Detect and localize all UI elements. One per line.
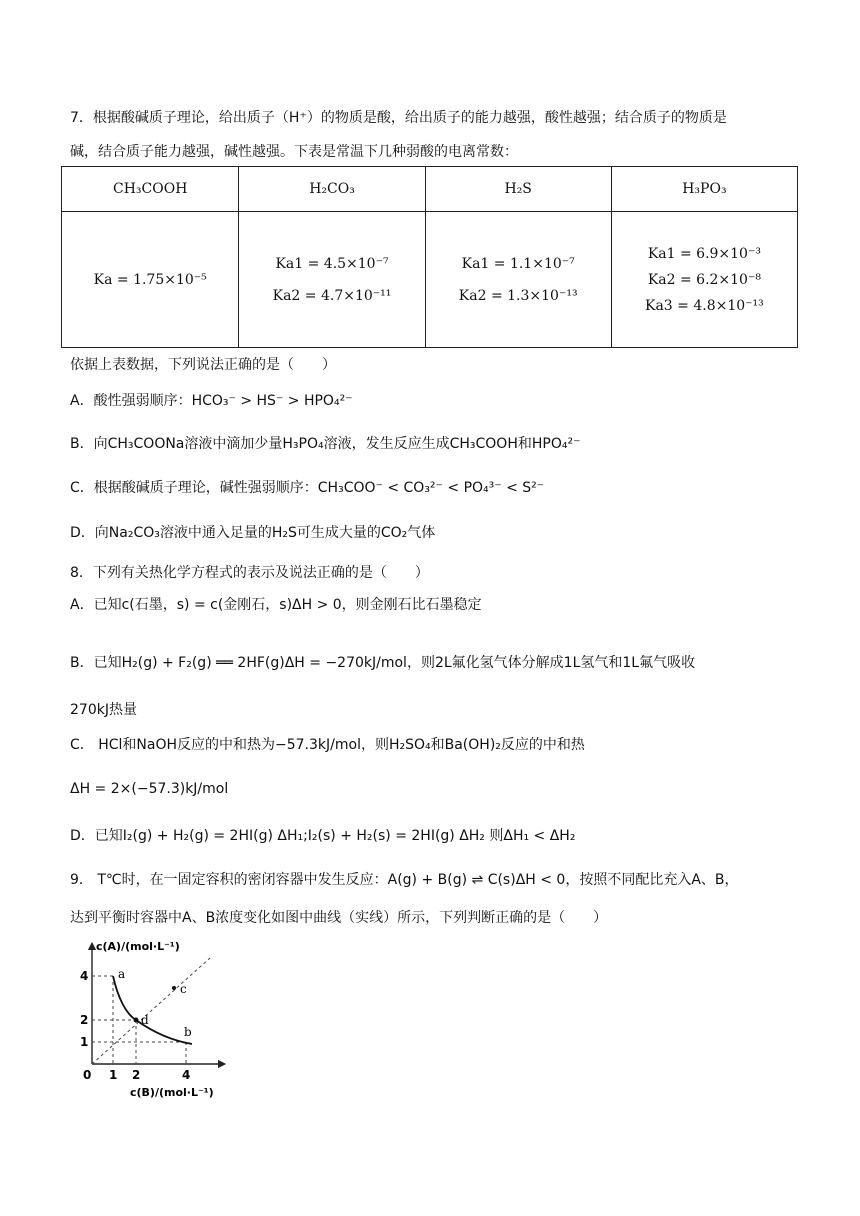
table-cell-h2co3 (239, 212, 425, 348)
q8-option-c-line1: C． HCl和NaOH反应的中和热为−57.3kJ/mol，则H₂SO₄和Ba(OH)₂反应的中和热 (70, 737, 585, 753)
table-cell-h2s (425, 212, 611, 348)
y-tick-1: 1 (80, 1035, 89, 1049)
table-header-h3po3: H₃PO₃ (611, 167, 797, 212)
table-header-ch3cooh: CH₃COOH (62, 167, 239, 212)
x-axis-label: c(B)/(mol·L⁻¹) (130, 1086, 214, 1099)
table-cell-h3po3 (611, 212, 797, 348)
point-c-dot (172, 986, 176, 990)
x-tick-1: 1 (109, 1068, 118, 1082)
ka2-value: Ka2 = 6.2×10⁻⁸ (647, 271, 761, 288)
ionization-constant-table (61, 166, 798, 348)
q7-stem: 依据上表数据，下列说法正确的是（ ） (70, 357, 336, 373)
y-tick-2: 2 (80, 1013, 89, 1027)
q7-option-d: D．向Na₂CO₃溶液中通入足量的H₂S可生成大量的CO₂气体 (70, 525, 436, 541)
q8-option-b-line2: 270kJ热量 (70, 702, 137, 718)
q7-line1: 7．根据酸碱质子理论，给出质子（H⁺）的物质是酸，给出质子的能力越强，酸性越强；结合质子的物质是 (70, 110, 727, 126)
q8-option-a: A．已知c(石墨，s) = c(金刚石，s)ΔH > 0，则金刚石比石墨稳定 (70, 597, 482, 613)
q8-stem: 8．下列有关热化学方程式的表示及说法正确的是（ ） (70, 565, 429, 581)
q8-option-c-line2: ΔH = 2×(−57.3)kJ/mol (70, 781, 229, 797)
ka1-value: Ka1 = 6.9×10⁻³ (647, 245, 761, 262)
q7-option-b: B．向CH₃COONa溶液中滴加少量H₃PO₄溶液，发生反应生成CH₃COOH和HPO₄²⁻ (70, 436, 581, 452)
table-cell-ch3cooh (62, 212, 239, 348)
ka1-value: Ka1 = 4.5×10⁻⁷ (275, 255, 389, 272)
point-b-label: b (184, 1025, 192, 1039)
ka3-value: Ka3 = 4.8×10⁻¹³ (645, 297, 764, 314)
point-d-dot (134, 1018, 139, 1023)
q8-option-b-line1: B．已知H₂(g) + F₂(g) ══ 2HF(g)ΔH = −270kJ/mol，则2L氟化氢气体分解成1L氢气和1L氟气吸收 (70, 655, 696, 671)
origin-label: 0 (83, 1068, 92, 1082)
y-axis-label: c(A)/(mol·L⁻¹) (96, 940, 180, 953)
point-d-label: d (141, 1013, 149, 1027)
q7-line2: 碱，结合质子能力越强，碱性越强。下表是常温下几种弱酸的电离常数： (70, 144, 518, 160)
point-c-label: c (180, 982, 187, 996)
ka2-value: Ka2 = 1.3×10⁻¹³ (458, 287, 578, 304)
q7-option-a: A．酸性强弱顺序：HCO₃⁻ > HS⁻ > HPO₄²⁻ (70, 393, 353, 409)
diagonal-dashed-line (92, 958, 210, 1064)
x-tick-4: 4 (182, 1068, 191, 1082)
table-header-h2s: H₂S (425, 167, 611, 212)
y-tick-4: 4 (80, 969, 89, 983)
equilibrium-graph (72, 936, 242, 1106)
x-tick-2: 2 (132, 1068, 141, 1082)
ka-value: Ka = 1.75×10⁻⁵ (93, 271, 207, 288)
ka1-value: Ka1 = 1.1×10⁻⁷ (461, 255, 575, 272)
ka2-value: Ka2 = 4.7×10⁻¹¹ (272, 287, 392, 304)
point-a-label: a (118, 967, 126, 981)
q9-line1: 9． T℃时，在一固定容积的密闭容器中发生反应：A(g) + B(g) ⇌ C(s)ΔH < 0，按照不同配比充入A、B， (70, 872, 739, 888)
q8-option-d: D．已知I₂(g) + H₂(g) = 2HI(g) ΔH₁;I₂(s) + H₂(s) = 2HI(g) ΔH₂ 则ΔH₁ < ΔH₂ (70, 828, 576, 844)
q9-line2: 达到平衡时容器中A、B浓度变化如图中曲线（实线）所示，下列判断正确的是（ ） (70, 910, 608, 926)
table-header-h2co3: H₂CO₃ (239, 167, 425, 212)
q7-option-c: C．根据酸碱质子理论，碱性强弱顺序：CH₃COO⁻ < CO₃²⁻ < PO₄³⁻ < S²⁻ (70, 480, 545, 496)
